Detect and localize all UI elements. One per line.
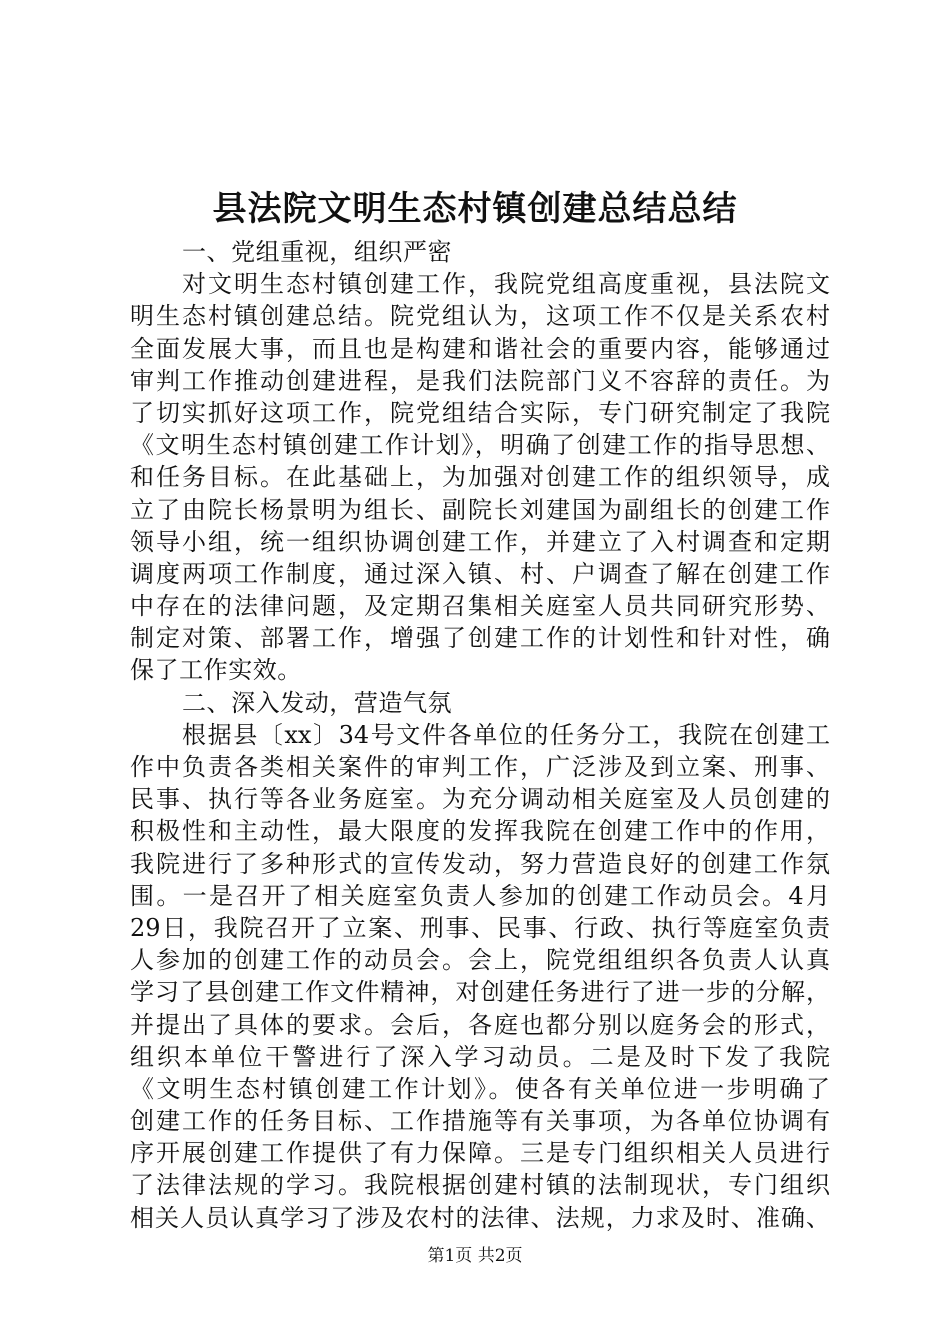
text-line: 民事、执行等各业务庭室。为充分调动相关庭室及人员创建的 xyxy=(130,785,830,814)
text-line: 立了由院长杨景明为组长、副院长刘建国为副组长的创建工作 xyxy=(130,495,830,524)
document-title: 县法院文明生态村镇创建总结总结 xyxy=(212,189,738,229)
text-line: 人参加的创建工作的动员会。会上，院党组组织各负责人认真 xyxy=(130,946,830,975)
text-line: 围。一是召开了相关庭室负责人参加的创建工作动员会。4月 xyxy=(130,881,830,910)
text-line: 作中负责各类相关案件的审判工作，广泛涉及到立案、刑事、 xyxy=(130,753,830,781)
text-line: 领导小组，统一组织协调创建工作，并建立了入村调查和定期 xyxy=(130,527,830,556)
text-line: 序开展创建工作提供了有力保障。三是专门组织相关人员进行 xyxy=(130,1139,830,1168)
text-line: 调度两项工作制度，通过深入镇、村、户调查了解在创建工作 xyxy=(130,559,830,588)
text-line: 二、深入发动，营造气氛 xyxy=(182,688,453,717)
text-line: 明生态村镇创建总结。院党组认为，这项工作不仅是关系农村 xyxy=(130,302,830,331)
text-line: 和任务目标。在此基础上，为加强对创建工作的组织领导，成 xyxy=(130,463,830,492)
page-footer: 第1页 共2页 xyxy=(427,1246,523,1266)
text-line: 学习了县创建工作文件精神，对创建任务进行了进一步的分解， xyxy=(130,978,830,1007)
document-body xyxy=(130,236,830,1234)
text-line: 了切实抓好这项工作，院党组结合实际，专门研究制定了我院 xyxy=(130,398,830,427)
text-line: 29日，我院召开了立案、刑事、民事、行政、执行等庭室负责 xyxy=(130,913,830,942)
text-line: 根据县〔xx〕34号文件各单位的任务分工，我院在创建工 xyxy=(182,720,830,749)
text-line: 审判工作推动创建进程，是我们法院部门义不容辞的责任。为 xyxy=(130,366,830,395)
text-line: 积极性和主动性，最大限度的发挥我院在创建工作中的作用， xyxy=(130,817,830,846)
text-line: 保了工作实效。 xyxy=(130,656,302,685)
text-line: 制定对策、部署工作，增强了创建工作的计划性和针对性，确 xyxy=(130,624,830,653)
text-line: 创建工作的任务目标、工作措施等有关事项，为各单位协调有 xyxy=(130,1107,830,1136)
text-line: 一、党组重视，组织严密 xyxy=(182,238,453,266)
text-line: 并提出了具体的要求。会后，各庭也都分别以庭务会的形式， xyxy=(130,1010,830,1039)
text-line: 相关人员认真学习了涉及农村的法律、法规，力求及时、准确、 xyxy=(130,1203,830,1232)
text-line: 《文明生态村镇创建工作计划》，明确了创建工作的指导思想、 xyxy=(130,431,830,460)
text-line: 中存在的法律问题，及定期召集相关庭室人员共同研究形势、 xyxy=(130,592,830,621)
text-line: 了法律法规的学习。我院根据创建村镇的法制现状，专门组织 xyxy=(130,1171,830,1200)
text-line: 对文明生态村镇创建工作，我院党组高度重视，县法院文 xyxy=(182,270,830,299)
text-line: 全面发展大事，而且也是构建和谐社会的重要内容，能够通过 xyxy=(130,334,830,363)
text-line: 《文明生态村镇创建工作计划》。使各有关单位进一步明确了 xyxy=(130,1074,830,1103)
text-line: 我院进行了多种形式的宣传发动，努力营造良好的创建工作氛 xyxy=(130,849,830,878)
text-line: 组织本单位干警进行了深入学习动员。二是及时下发了我院 xyxy=(130,1042,830,1071)
